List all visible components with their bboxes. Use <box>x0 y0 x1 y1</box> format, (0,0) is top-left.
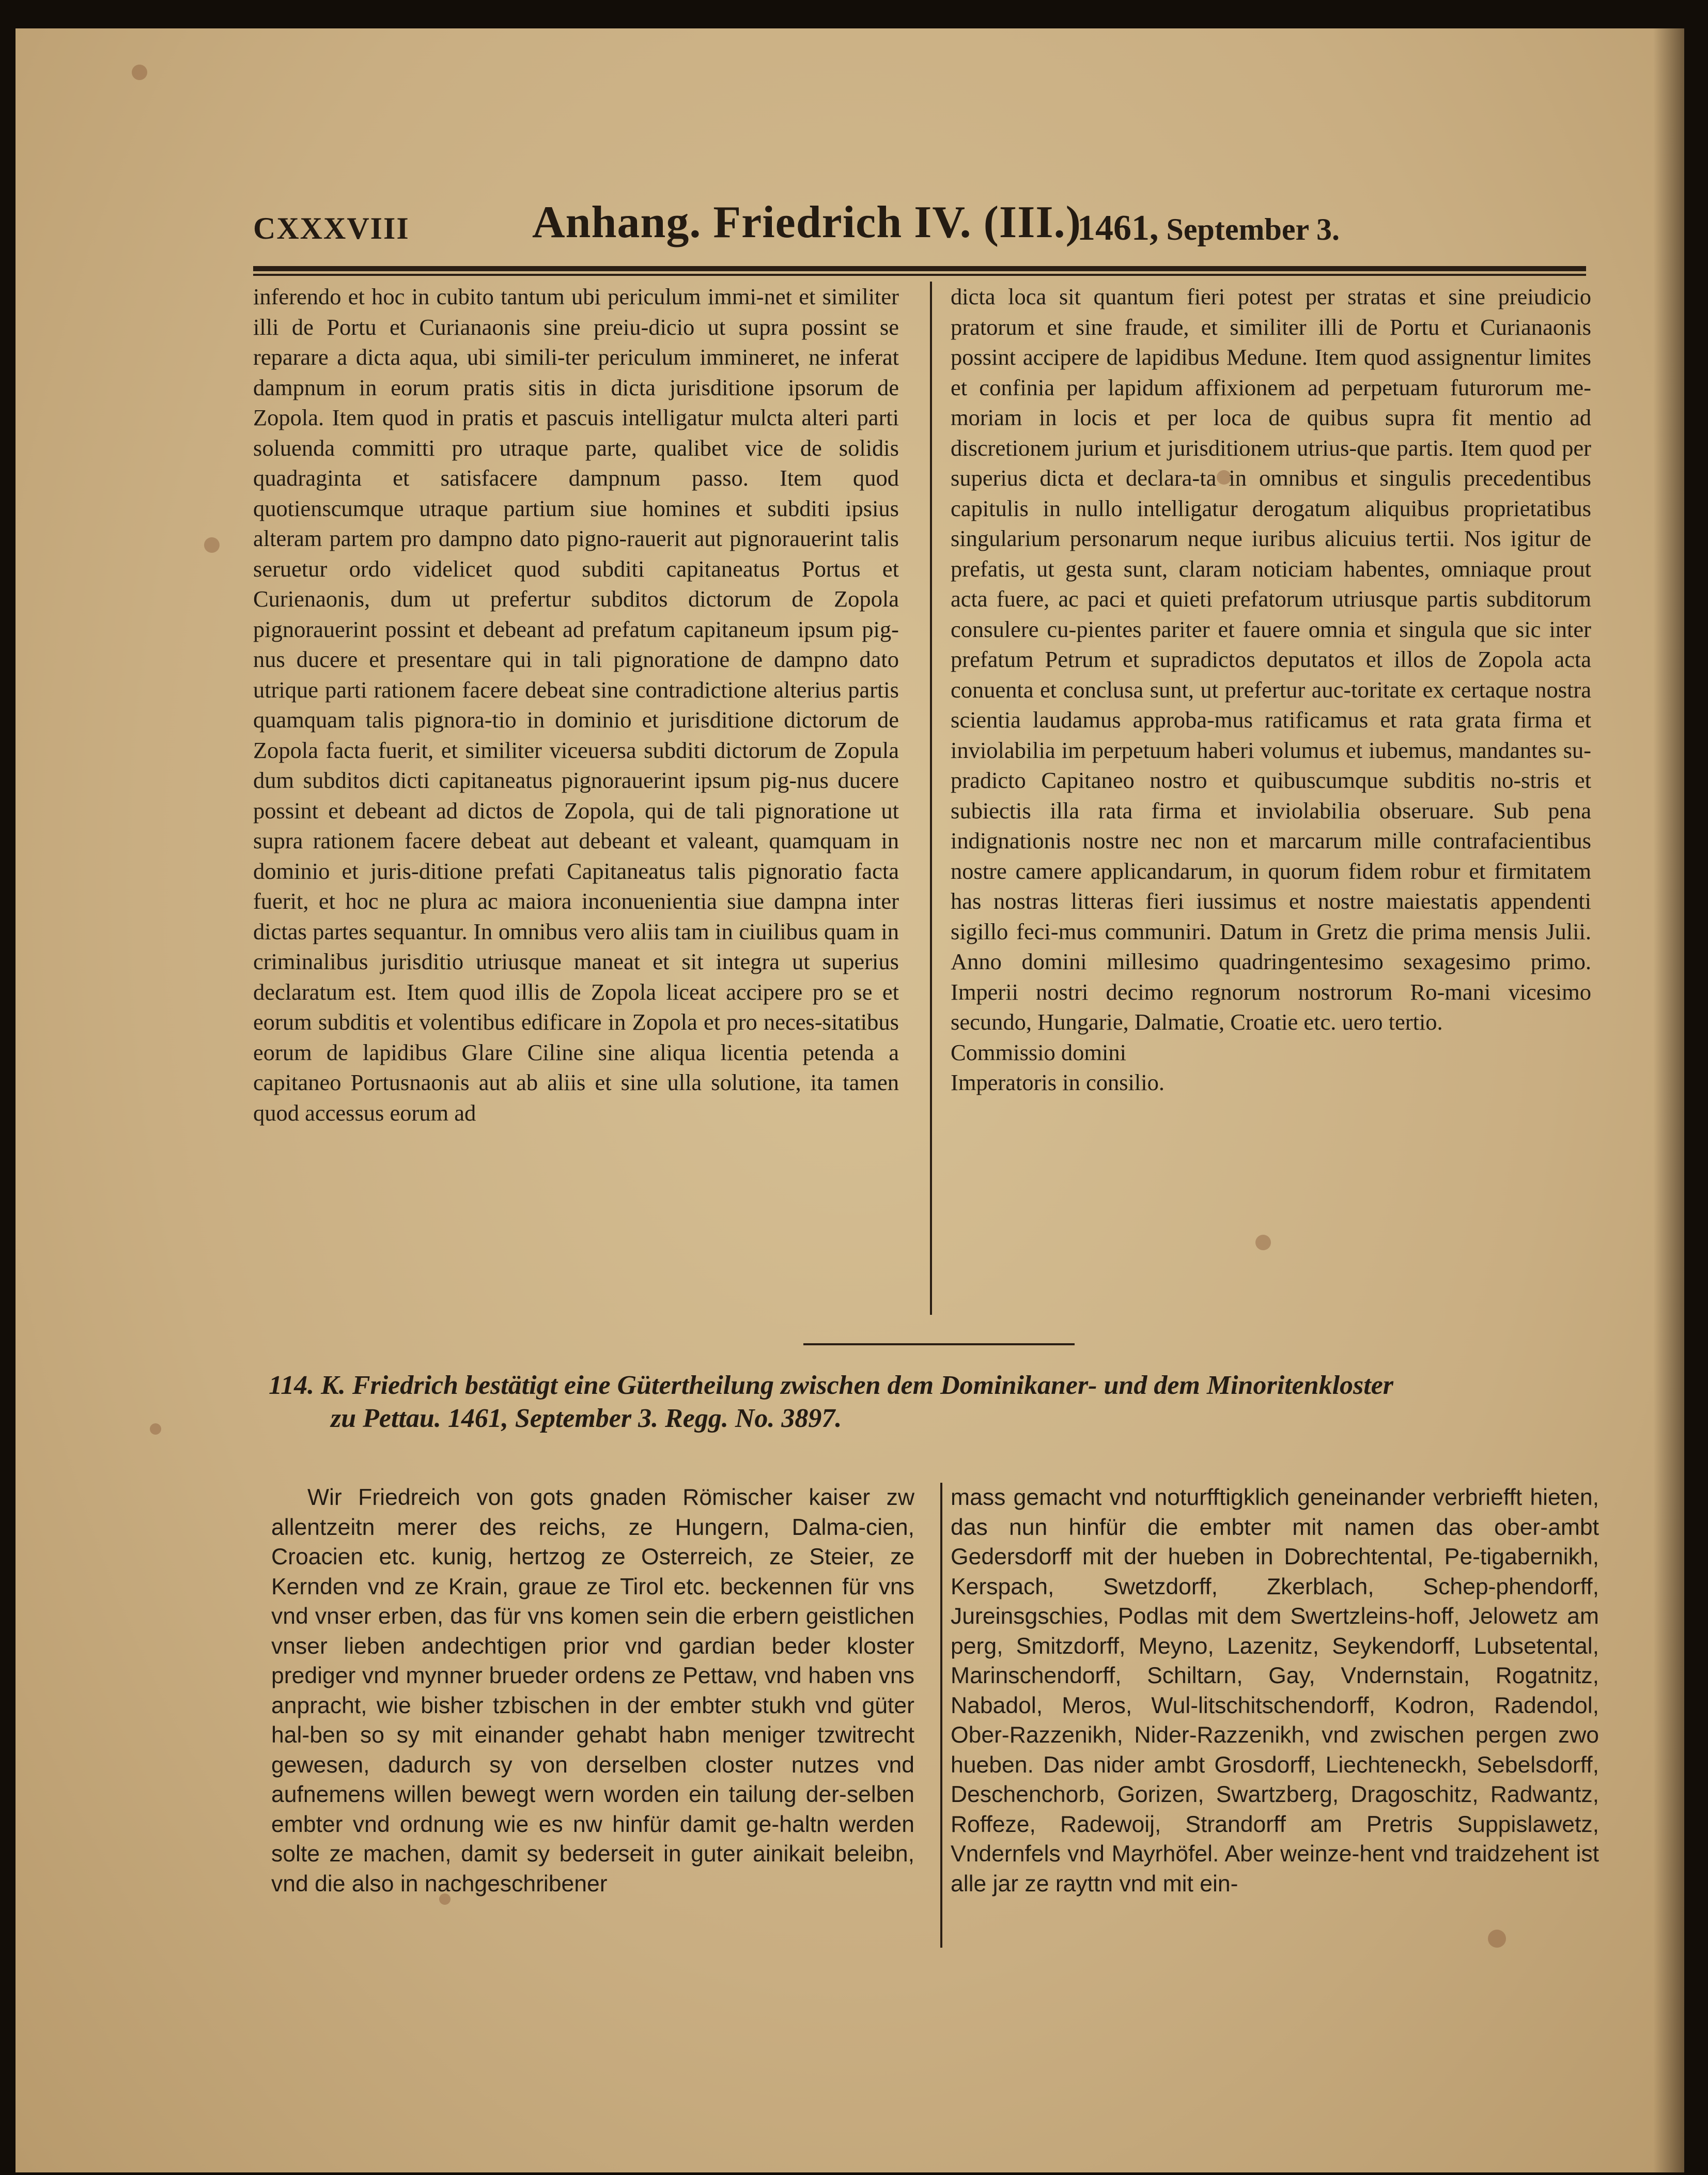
section2-left-text: Wir Friedreich von gots gnaden Römischer kaiser zw allentzeitn merer des reichs, ze Hungern, Dalma-cien, Croacien etc. kunig, hertzog ze Osterreich, ze Steier, ze Kernden vnd ze Krain, graue ze Tirol etc. beckennen für vns vnd vnser erben, das für vns komen sein die erbern geistlichen vnser lieben andechtigen prior vnd gardian beder kloster prediger vnd mynner brueder ordens ze Pettaw, vnd haben vns anpracht, wie bisher tzbischen in der embter stukh vnd güter hal-ben so sy mit einander gehabt habn meniger tzwitrecht gewesen, dadurch sy von derselben closter nutzes vnd aufnemens willen bewegt wern worden ein tailung der-selben embter vnd ordnung wie es nw hinfür damit ge-haltn werden solte ze machen, damit sy bederseit in guter ainikait beleibn, vnd die also in nachgeschribener <box>271 1485 914 1897</box>
heading-line-2: zu Pettau. 1461, September 3. Regg. No. 3897. <box>331 1404 842 1433</box>
header-day: September 3. <box>1166 212 1340 246</box>
page-number: CXXXVIII <box>253 211 410 245</box>
document-heading <box>269 1369 1591 1435</box>
section1-left-column <box>253 282 899 1128</box>
section1-right-text: dicta loca sit quantum fieri potest per stratas et sine preiudicio pratorum et sine fraude, et similiter illi de Portu et Curianaonis possint accipere de lapidibus Medune. Item quod assignentur limites et confinia per lapidum affixionem ad perpetuam futurorum me-moriam in locis et per loca de quibus supra fit mentio ad discretionem jurium et jurisditionem utrius-que partis. Item quod per superius dicta et declara-ta in omnibus et singulis precedentibus capitulis in nullo intelligatur derogatum aliquibus proprietatibus singularium personarum neque iuribus alicuius tertii. Nos igitur de prefatis, ut gesta sunt, claram noticiam habentes, omniaque prout acta fuere, ac paci et quieti prefatorum utriusque partis subditorum consulere cu-pientes pariter et fauere omnia et singula que sic inter prefatum Petrum et supradictos deputatos et illos de Zopola acta conuenta et conclusa sunt, ut prefertur auc-toritate ex certaque nostra scientia laudamus approba-mus ratificamus et rata grata firma et inviolabilia im perpetuum haberi volumus et iubemus, mandantes su-pradicto Capitaneo nostro et quibuscumque subditis no-stris et subiectis illa rata firma et inviolabilia obseruare. Sub pena indignationis nostre nec non et marcarum mille contrafacientibus nostre camere applicandarum, in quorum fidem robur et firmitatem has nostras litteras fieri iussimus et nostre maiestatis appendenti sigillo feci-mus communiri. Datum in Gretz die prima mensis Julii. Anno domini millesimo quadringentesimo sexagesimo primo. Imperii nostri decimo regnorum nostrorum Ro-mani vicesimo secundo, Hungarie, Dalmatie, Croatie etc. uero tertio. <box>951 284 1591 1035</box>
foxing-spot <box>1255 1235 1271 1250</box>
section2-right-text: mass gemacht vnd noturfftigklich geneinander verbriefft hieten, das nun hinfür die embter mit namen das ober-ambt Gedersdorff mit der hueben in Dobrechtental, Pe-tigabernikh, Kerspach, Swetzdorff, Zkerblach, Schep-phendorff, Jureinsgschies, Podlas mit dem Swertzleins-hoff, Jelowetz am perg, Smitzdorff, Meyno, Lazenitz, Seykendorff, Lubsetental, Marinschendorff, Schiltarn, Gay, Vndernstain, Rogatnitz, Nabadol, Meros, Wul-litschitschendorff, Kodron, Radendol, Ober-Razzenikh, Nider-Razzenikh, vnd zwischen pergen zwo hueben. Das nider ambt Grosdorff, Liechteneckh, Sebelsdorff, Deschenchorb, Gorizen, Swartzberg, Dragoschitz, Radwantz, Roffeze, Radewoij, Strandorff am Pretris Suppislawetz, Vndernfels vnd Mayrhöfel. Aber weinze-hent vnd traidzehent ist alle jar ze rayttn vnd mit ein- <box>951 1485 1599 1897</box>
gutter-shadow <box>1653 28 1684 2172</box>
header-rule <box>253 266 1586 271</box>
heading-line-1: 114. K. Friedrich bestätigt eine Gütertheilung zwischen dem Dominikaner- und dem Minoritenkloster <box>269 1371 1394 1400</box>
column-divider <box>930 282 932 1315</box>
column-divider-2 <box>940 1483 942 1948</box>
header-year: 1461, <box>1077 208 1159 248</box>
section2-right-column <box>951 1483 1599 1899</box>
header-rule-thin <box>253 274 1586 276</box>
foxing-spot <box>204 537 220 553</box>
section1-left-text: inferendo et hoc in cubito tantum ubi periculum immi-net et similiter illi de Portu et Curianaonis sine preiu-dicio ut supra possint se reparare a dicta aqua, ubi simili-ter periculum immineret, ne inferat dampnum in eorum pratis sitis in dicta jurisditione ipsorum de Zopola. Item quod in pratis et pascuis intelligatur mulcta alteri parti soluenda committi pro utraque parte, qualibet vice de solidis quadraginta et satisfacere dampnum passo. Item quod quotienscumque utraque partium siue homines et subditi ipsius alteram partem pro dampno dato pigno-rauerit aut pignorauerint talis seruetur ordo videlicet quod subditi capitaneatus Portus et Curienaonis, dum ut prefertur subditos dictorum de Zopola pignorauerint possint et debeant ad prefatum capitaneum ipsum pig-nus ducere et presentare qui in tali pignoratione de dampno dato utrique parti rationem facere debeat sine contradictione alterius partis quamquam talis pignora-tio in dominio et jurisditione dictorum de Zopola facta fuerit, et similiter viceuersa subditi dictorum de Zopula dum subditos dicti capitaneatus pignorauerint ipsum pig-nus ducere possint et debeant ad dictos de Zopola, qui de tali pignoratione ut supra rationem facere debeat aut debeant et valeant, quamquam in dominio et juris-ditione prefati Capitaneatus talis pignoratio facta fuerit, et hoc ne plura ac maiora inconuenientia siue dampna inter dictas partes sequantur. In omnibus vero aliis tam in ciuilibus quam in criminalibus jurisditio utriusque maneat et sit integra ut superius declaratum est. Item quod illis de Zopola liceat accipere pro se et eorum subditis et volentibus edificare in Zopola et pro neces-sitatibus eorum de lapidibus Glare Ciline sine aliqua licentia petenda a capitaneo Portusnaonis aut ab aliis et sine ulla solutione, ita tamen quod accessus eorum ad <box>253 284 899 1126</box>
section-separator <box>803 1343 1075 1345</box>
section2-left-column <box>271 1483 914 1899</box>
signature-line-1: Commissio domini <box>951 1039 1126 1065</box>
foxing-spot <box>1488 1930 1506 1948</box>
header-date <box>1077 208 1340 249</box>
running-title: Anhang. Friedrich IV. (III.) <box>532 197 1081 247</box>
page-header <box>253 196 1586 258</box>
signature-line-2: Imperatoris in consilio. <box>951 1069 1165 1095</box>
foxing-spot <box>132 65 147 80</box>
foxing-spot <box>150 1423 161 1435</box>
section1-right-column <box>951 282 1591 1098</box>
